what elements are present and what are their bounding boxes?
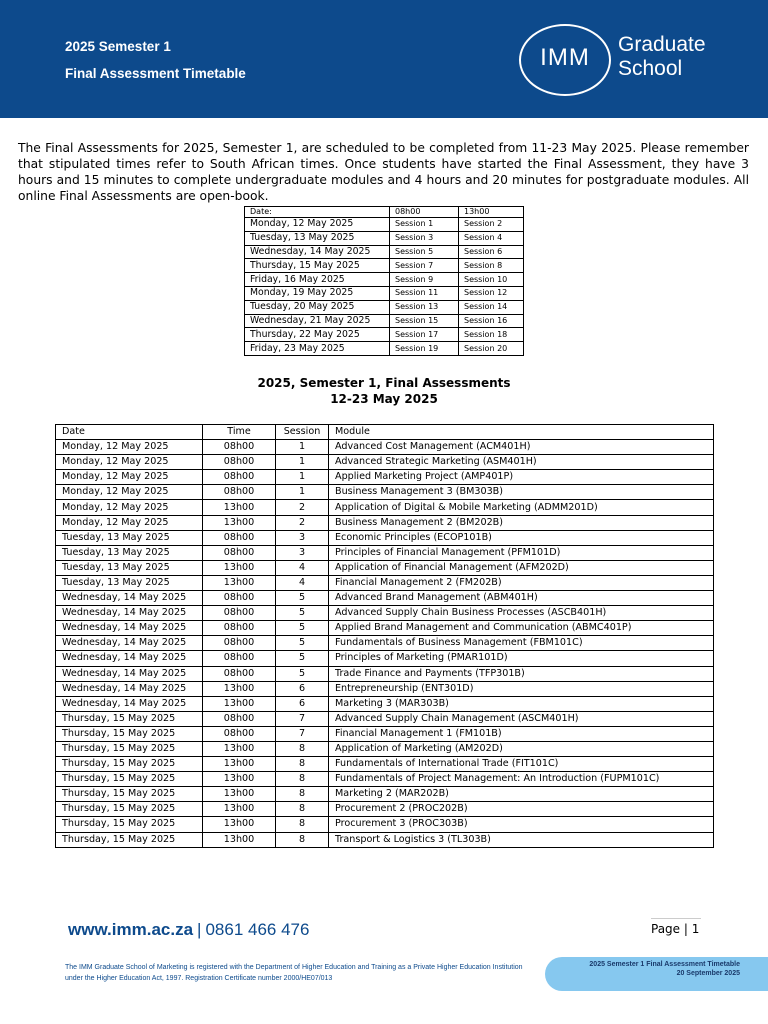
table-row bbox=[56, 440, 714, 455]
session-date-cell: Friday, 16 May 2025 bbox=[245, 273, 390, 287]
time-cell: 08h00 bbox=[203, 726, 276, 741]
time-cell: 13h00 bbox=[203, 787, 276, 802]
table-row bbox=[56, 772, 714, 787]
session-cell: 6 bbox=[276, 696, 329, 711]
table-row bbox=[56, 802, 714, 817]
page-number: Page | 1 bbox=[651, 918, 701, 941]
session-slot-cell: Session 9 bbox=[390, 273, 459, 287]
session-date-cell: Thursday, 15 May 2025 bbox=[245, 259, 390, 273]
date-cell: Thursday, 15 May 2025 bbox=[56, 787, 203, 802]
module-cell: Trade Finance and Payments (TFP301B) bbox=[329, 666, 714, 681]
table-row bbox=[56, 636, 714, 651]
session-cell: 1 bbox=[276, 485, 329, 500]
session-slot-cell: Session 6 bbox=[459, 245, 524, 259]
session-slot-cell: Session 8 bbox=[459, 259, 524, 273]
session-date-cell: Tuesday, 13 May 2025 bbox=[245, 231, 390, 245]
session-date-cell: Monday, 19 May 2025 bbox=[245, 286, 390, 300]
time-cell: 08h00 bbox=[203, 455, 276, 470]
module-cell: Fundamentals of International Trade (FIT101C) bbox=[329, 757, 714, 772]
session-cell: 5 bbox=[276, 606, 329, 621]
intro-paragraph: The Final Assessments for 2025, Semester 1, are scheduled to be completed from 11-23 May 2025. Please remember that stipulated times refer to South African times. Once students have started the Final Assessment, they have 3 hours and 15 minutes to complete undergraduate modules and 4 hours and 20 minutes for postgraduate modules. All online Final Assessments are open-book. bbox=[18, 141, 749, 203]
date-cell: Tuesday, 13 May 2025 bbox=[56, 560, 203, 575]
module-cell: Application of Digital & Mobile Marketing (ADMM201D) bbox=[329, 500, 714, 515]
date-cell: Wednesday, 14 May 2025 bbox=[56, 696, 203, 711]
table-row bbox=[56, 651, 714, 666]
session-cell: 4 bbox=[276, 575, 329, 590]
time-cell: 13h00 bbox=[203, 802, 276, 817]
imm-logo bbox=[519, 22, 709, 100]
date-cell: Tuesday, 13 May 2025 bbox=[56, 545, 203, 560]
time-cell: 08h00 bbox=[203, 545, 276, 560]
session-date-cell: Wednesday, 21 May 2025 bbox=[245, 314, 390, 328]
date-cell: Wednesday, 14 May 2025 bbox=[56, 606, 203, 621]
session-cell: 5 bbox=[276, 591, 329, 606]
module-cell: Fundamentals of Project Management: An Introduction (FUPM101C) bbox=[329, 772, 714, 787]
session-header-date: Date: bbox=[245, 207, 390, 218]
module-cell: Fundamentals of Business Management (FBM101C) bbox=[329, 636, 714, 651]
time-cell: 08h00 bbox=[203, 621, 276, 636]
session-cell: 1 bbox=[276, 440, 329, 455]
module-cell: Marketing 2 (MAR202B) bbox=[329, 787, 714, 802]
date-cell: Monday, 12 May 2025 bbox=[56, 455, 203, 470]
table-row bbox=[56, 591, 714, 606]
time-cell: 08h00 bbox=[203, 530, 276, 545]
session-cell: 8 bbox=[276, 787, 329, 802]
module-cell: Application of Marketing (AM202D) bbox=[329, 741, 714, 756]
logo-text bbox=[618, 33, 706, 81]
session-table bbox=[244, 206, 524, 356]
session-date-cell: Tuesday, 20 May 2025 bbox=[245, 300, 390, 314]
time-cell: 13h00 bbox=[203, 515, 276, 530]
time-cell: 13h00 bbox=[203, 681, 276, 696]
date-cell: Monday, 12 May 2025 bbox=[56, 485, 203, 500]
module-cell: Procurement 2 (PROC202B) bbox=[329, 802, 714, 817]
date-cell: Thursday, 15 May 2025 bbox=[56, 817, 203, 832]
module-cell: Advanced Supply Chain Business Processes (ASCB401H) bbox=[329, 606, 714, 621]
session-row bbox=[245, 342, 524, 356]
session-slot-cell: Session 3 bbox=[390, 231, 459, 245]
session-cell: 5 bbox=[276, 636, 329, 651]
session-cell: 2 bbox=[276, 500, 329, 515]
session-cell: 4 bbox=[276, 560, 329, 575]
table-row bbox=[56, 666, 714, 681]
session-slot-cell: Session 16 bbox=[459, 314, 524, 328]
date-cell: Wednesday, 14 May 2025 bbox=[56, 681, 203, 696]
session-row bbox=[245, 300, 524, 314]
session-cell: 8 bbox=[276, 817, 329, 832]
date-cell: Wednesday, 14 May 2025 bbox=[56, 666, 203, 681]
time-cell: 08h00 bbox=[203, 591, 276, 606]
exam-table-title bbox=[0, 375, 768, 407]
module-cell: Principles of Financial Management (PFM101D) bbox=[329, 545, 714, 560]
module-cell: Entrepreneurship (ENT301D) bbox=[329, 681, 714, 696]
table-row bbox=[56, 606, 714, 621]
date-cell: Thursday, 15 May 2025 bbox=[56, 802, 203, 817]
session-cell: 7 bbox=[276, 711, 329, 726]
date-cell: Thursday, 15 May 2025 bbox=[56, 711, 203, 726]
session-date-cell: Wednesday, 14 May 2025 bbox=[245, 245, 390, 259]
footer-tag-date: 20 September 2025 bbox=[676, 970, 740, 977]
table-row bbox=[56, 500, 714, 515]
session-cell: 8 bbox=[276, 802, 329, 817]
table-row bbox=[56, 560, 714, 575]
session-slot-cell: Session 5 bbox=[390, 245, 459, 259]
table-row bbox=[56, 741, 714, 756]
table-row bbox=[56, 455, 714, 470]
table-row bbox=[56, 621, 714, 636]
exam-title-line-1: 2025, Semester 1, Final Assessments bbox=[257, 376, 511, 390]
time-cell: 08h00 bbox=[203, 485, 276, 500]
session-slot-cell: Session 11 bbox=[390, 286, 459, 300]
session-row bbox=[245, 245, 524, 259]
footer-contact bbox=[68, 920, 309, 940]
session-slot-cell: Session 4 bbox=[459, 231, 524, 245]
date-cell: Monday, 12 May 2025 bbox=[56, 515, 203, 530]
header-date: Date bbox=[56, 425, 203, 440]
table-row bbox=[56, 485, 714, 500]
header-time: Time bbox=[203, 425, 276, 440]
registration-notice: The IMM Graduate School of Marketing is registered with the Department of Higher Education and Training as a Private Higher Education Institution under the Higher Education Act, 1997. Registration Certificate number 2000/HE07/013 bbox=[65, 964, 523, 982]
time-cell: 13h00 bbox=[203, 696, 276, 711]
session-cell: 8 bbox=[276, 757, 329, 772]
session-header-morning: 08h00 bbox=[390, 207, 459, 218]
session-cell: 5 bbox=[276, 651, 329, 666]
session-cell: 7 bbox=[276, 726, 329, 741]
header-module: Module bbox=[329, 425, 714, 440]
date-cell: Tuesday, 13 May 2025 bbox=[56, 530, 203, 545]
date-cell: Wednesday, 14 May 2025 bbox=[56, 621, 203, 636]
module-cell: Business Management 3 (BM303B) bbox=[329, 485, 714, 500]
time-cell: 13h00 bbox=[203, 575, 276, 590]
module-cell: Economic Principles (ECOP101B) bbox=[329, 530, 714, 545]
module-cell: Transport & Logistics 3 (TL303B) bbox=[329, 832, 714, 847]
session-row bbox=[245, 218, 524, 232]
table-row bbox=[56, 726, 714, 741]
logo-mark: IMM bbox=[540, 44, 590, 71]
assessment-table bbox=[55, 424, 714, 848]
session-slot-cell: Session 7 bbox=[390, 259, 459, 273]
module-cell: Principles of Marketing (PMAR101D) bbox=[329, 651, 714, 666]
session-slot-cell: Session 15 bbox=[390, 314, 459, 328]
module-cell: Procurement 3 (PROC303B) bbox=[329, 817, 714, 832]
date-cell: Thursday, 15 May 2025 bbox=[56, 832, 203, 847]
session-slot-cell: Session 14 bbox=[459, 300, 524, 314]
session-row bbox=[245, 328, 524, 342]
time-cell: 13h00 bbox=[203, 817, 276, 832]
session-cell: 6 bbox=[276, 681, 329, 696]
time-cell: 13h00 bbox=[203, 560, 276, 575]
footer-tag-title: 2025 Semester 1 Final Assessment Timetable bbox=[589, 961, 740, 968]
time-cell: 08h00 bbox=[203, 606, 276, 621]
date-cell: Monday, 12 May 2025 bbox=[56, 440, 203, 455]
session-cell: 1 bbox=[276, 455, 329, 470]
session-slot-cell: Session 12 bbox=[459, 286, 524, 300]
module-cell: Marketing 3 (MAR303B) bbox=[329, 696, 714, 711]
time-cell: 13h00 bbox=[203, 741, 276, 756]
module-cell: Business Management 2 (BM202B) bbox=[329, 515, 714, 530]
session-table-header bbox=[245, 207, 524, 218]
session-header-afternoon: 13h00 bbox=[459, 207, 524, 218]
module-cell: Advanced Cost Management (ACM401H) bbox=[329, 440, 714, 455]
header-session: Session bbox=[276, 425, 329, 440]
date-cell: Thursday, 15 May 2025 bbox=[56, 741, 203, 756]
session-cell: 8 bbox=[276, 772, 329, 787]
module-cell: Financial Management 2 (FM202B) bbox=[329, 575, 714, 590]
session-slot-cell: Session 1 bbox=[390, 218, 459, 232]
date-cell: Wednesday, 14 May 2025 bbox=[56, 636, 203, 651]
session-cell: 8 bbox=[276, 832, 329, 847]
logo-text-line-2: School bbox=[618, 57, 683, 80]
session-row bbox=[245, 314, 524, 328]
session-slot-cell: Session 13 bbox=[390, 300, 459, 314]
session-slot-cell: Session 2 bbox=[459, 218, 524, 232]
footer-tag bbox=[545, 957, 768, 991]
assessment-table-header bbox=[56, 425, 714, 440]
date-cell: Thursday, 15 May 2025 bbox=[56, 772, 203, 787]
time-cell: 13h00 bbox=[203, 832, 276, 847]
time-cell: 08h00 bbox=[203, 666, 276, 681]
date-cell: Wednesday, 14 May 2025 bbox=[56, 651, 203, 666]
session-date-cell: Friday, 23 May 2025 bbox=[245, 342, 390, 356]
time-cell: 08h00 bbox=[203, 636, 276, 651]
session-cell: 3 bbox=[276, 545, 329, 560]
table-row bbox=[56, 757, 714, 772]
table-row bbox=[56, 787, 714, 802]
session-cell: 5 bbox=[276, 621, 329, 636]
session-row bbox=[245, 259, 524, 273]
session-date-cell: Monday, 12 May 2025 bbox=[245, 218, 390, 232]
session-cell: 1 bbox=[276, 470, 329, 485]
time-cell: 13h00 bbox=[203, 757, 276, 772]
table-row bbox=[56, 575, 714, 590]
table-row bbox=[56, 711, 714, 726]
time-cell: 08h00 bbox=[203, 711, 276, 726]
exam-title-line-2: 12-23 May 2025 bbox=[330, 392, 438, 406]
logo-text-line-1: Graduate bbox=[618, 33, 706, 56]
table-row bbox=[56, 817, 714, 832]
time-cell: 08h00 bbox=[203, 651, 276, 666]
session-slot-cell: Session 18 bbox=[459, 328, 524, 342]
session-row bbox=[245, 273, 524, 287]
time-cell: 08h00 bbox=[203, 440, 276, 455]
table-row bbox=[56, 832, 714, 847]
time-cell: 08h00 bbox=[203, 470, 276, 485]
session-date-cell: Thursday, 22 May 2025 bbox=[245, 328, 390, 342]
table-row bbox=[56, 681, 714, 696]
contact-separator: | bbox=[197, 920, 202, 939]
module-cell: Advanced Strategic Marketing (ASM401H) bbox=[329, 455, 714, 470]
table-row bbox=[56, 470, 714, 485]
session-slot-cell: Session 10 bbox=[459, 273, 524, 287]
document-title: 2025 Semester 1 bbox=[65, 39, 171, 54]
table-row bbox=[56, 515, 714, 530]
table-row bbox=[56, 696, 714, 711]
date-cell: Tuesday, 13 May 2025 bbox=[56, 575, 203, 590]
time-cell: 13h00 bbox=[203, 772, 276, 787]
session-row bbox=[245, 231, 524, 245]
date-cell: Thursday, 15 May 2025 bbox=[56, 726, 203, 741]
module-cell: Financial Management 1 (FM101B) bbox=[329, 726, 714, 741]
session-slot-cell: Session 19 bbox=[390, 342, 459, 356]
date-cell: Monday, 12 May 2025 bbox=[56, 500, 203, 515]
table-row bbox=[56, 545, 714, 560]
table-row bbox=[56, 530, 714, 545]
website-link[interactable]: www.imm.ac.za bbox=[68, 920, 194, 939]
session-cell: 3 bbox=[276, 530, 329, 545]
session-slot-cell: Session 17 bbox=[390, 328, 459, 342]
time-cell: 13h00 bbox=[203, 500, 276, 515]
header-banner bbox=[0, 0, 768, 118]
date-cell: Thursday, 15 May 2025 bbox=[56, 757, 203, 772]
module-cell: Applied Brand Management and Communication (ABMC401P) bbox=[329, 621, 714, 636]
date-cell: Monday, 12 May 2025 bbox=[56, 470, 203, 485]
session-cell: 5 bbox=[276, 666, 329, 681]
module-cell: Application of Financial Management (AFM202D) bbox=[329, 560, 714, 575]
session-cell: 8 bbox=[276, 741, 329, 756]
document-subtitle: Final Assessment Timetable bbox=[65, 66, 246, 81]
session-row bbox=[245, 286, 524, 300]
date-cell: Wednesday, 14 May 2025 bbox=[56, 591, 203, 606]
module-cell: Applied Marketing Project (AMP401P) bbox=[329, 470, 714, 485]
module-cell: Advanced Supply Chain Management (ASCM401H) bbox=[329, 711, 714, 726]
phone-number: 0861 466 476 bbox=[205, 920, 310, 939]
session-slot-cell: Session 20 bbox=[459, 342, 524, 356]
session-cell: 2 bbox=[276, 515, 329, 530]
module-cell: Advanced Brand Management (ABM401H) bbox=[329, 591, 714, 606]
